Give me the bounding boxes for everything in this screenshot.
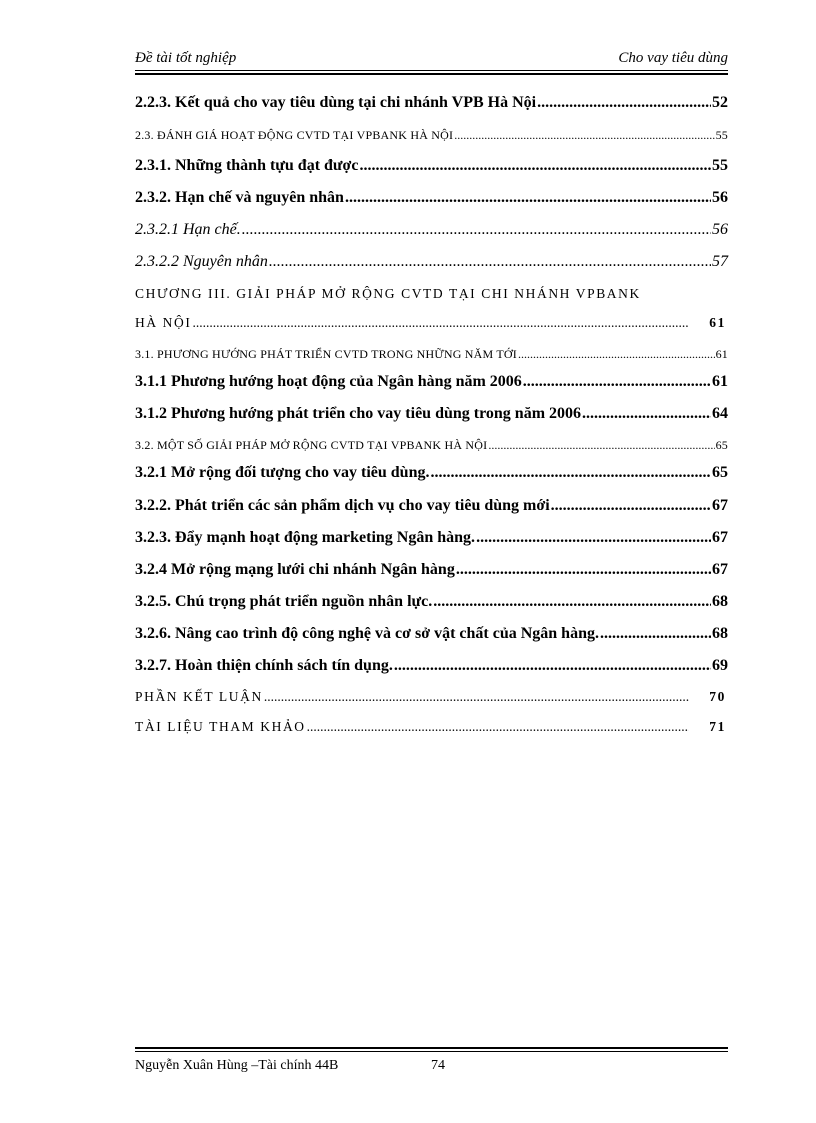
toc-entry-page: 56 <box>712 189 728 206</box>
header-thesis-label: Đề tài tốt nghiệp <box>135 50 237 66</box>
header-rule-thick <box>135 73 728 75</box>
toc-entry-page: 65 <box>715 438 728 452</box>
toc-entry-page: 61 <box>715 347 728 361</box>
toc-entry-title: 3.2.5. Chú trọng phát triển nguồn nhân lực. <box>135 593 433 610</box>
toc-entry-title: 3.2.2. Phát triển các sản phẩm dịch vụ cho vay tiêu dùng mới <box>135 497 550 514</box>
footer-page-number: 74 <box>431 1058 445 1073</box>
header-topic-label: Cho vay tiêu dùng <box>618 50 728 66</box>
toc-leader <box>264 689 689 705</box>
toc-entry-3-2-3[interactable] <box>135 529 728 547</box>
toc-entry-title: 3.2.7. Hoàn thiện chính sách tín dụng. <box>135 657 393 674</box>
toc-leader <box>454 128 714 143</box>
toc-entry-title: 3.2. MỘT SỐ GIẢI PHÁP MỞ RỘNG CVTD TẠI VPBANK HÀ NỘI <box>135 438 488 452</box>
toc-entry-2-3-1[interactable] <box>135 157 728 175</box>
toc-entry-chapter-3-line1[interactable] <box>135 286 728 302</box>
toc-leader <box>537 94 711 112</box>
toc-entry-3-2[interactable] <box>135 438 728 453</box>
toc-entry-page: 57 <box>712 253 728 270</box>
toc-entry-page: 67 <box>712 497 728 514</box>
toc-leader <box>345 189 711 207</box>
toc-entry-page: 52 <box>712 94 728 111</box>
toc-leader <box>523 373 711 391</box>
toc-entry-3-2-2[interactable] <box>135 497 728 515</box>
toc-entry-page: 67 <box>712 561 728 578</box>
toc-entry-2-3[interactable] <box>135 128 728 143</box>
toc-entry-2-2-3[interactable] <box>135 94 728 112</box>
toc-leader <box>600 625 711 643</box>
toc-entry-title: 3.2.3. Đẩy mạnh hoạt động marketing Ngân hàng. <box>135 529 476 546</box>
toc-entry-title: 2.3.2.2 Nguyên nhân <box>135 253 268 270</box>
toc-entry-2-3-2[interactable] <box>135 189 728 207</box>
toc-entry-page: 71 <box>709 719 726 734</box>
toc-entry-page: 65 <box>712 464 728 481</box>
toc-entry-conclusion[interactable] <box>135 689 728 705</box>
toc-entry-3-1-1[interactable] <box>135 373 728 391</box>
header-rule-thin <box>135 70 728 71</box>
toc-entry-3-2-1[interactable] <box>135 464 728 482</box>
footer-rule-thick <box>135 1047 728 1049</box>
toc-entry-page: 70 <box>709 689 726 704</box>
toc-entry-page: 56 <box>712 221 728 238</box>
toc-leader <box>430 464 711 482</box>
toc-entry-page: 68 <box>712 625 728 642</box>
toc-leader <box>269 253 711 271</box>
toc-leader <box>456 561 711 579</box>
toc-leader <box>192 315 689 331</box>
toc-entry-title: 2.2.3. Kết quả cho vay tiêu dùng tại chi nhánh VPB Hà Nội <box>135 94 537 111</box>
toc-entry-title: 2.3.2. Hạn chế và nguyên nhân <box>135 189 344 206</box>
toc-entry-3-2-6[interactable] <box>135 625 728 643</box>
toc-entry-title: 2.3.1. Những thành tựu đạt được <box>135 157 359 174</box>
toc-entry-title: 3.1. PHƯƠNG HƯỚNG PHÁT TRIỂN CVTD TRONG NHỮNG NĂM TỚI <box>135 347 517 361</box>
toc-entry-page: 61 <box>709 315 726 330</box>
toc-entry-title: 3.2.1 Mở rộng đối tượng cho vay tiêu dùng. <box>135 464 430 481</box>
toc-leader <box>488 438 714 453</box>
toc-entry-page: 55 <box>715 128 728 142</box>
toc-entry-3-2-5[interactable] <box>135 593 728 611</box>
toc-leader <box>360 157 712 175</box>
footer-rule-thin <box>135 1051 728 1052</box>
footer-author: Nguyễn Xuân Hùng –Tài chính 44B <box>135 1058 339 1073</box>
toc-entry-references[interactable] <box>135 719 728 735</box>
toc-entry-page: 67 <box>712 529 728 546</box>
toc-leader <box>518 347 715 362</box>
toc-entry-title: 2.3.2.1 Hạn chế. <box>135 221 241 238</box>
toc-entry-title: TÀI LIỆU THAM KHẢO <box>135 719 306 734</box>
toc-entry-3-2-7[interactable] <box>135 657 728 675</box>
toc-entry-page: 55 <box>712 157 728 174</box>
toc-entry-page: 64 <box>712 405 728 422</box>
toc-entry-title: 3.2.4 Mở rộng mạng lưới chi nhánh Ngân hàng <box>135 561 455 578</box>
toc-leader <box>242 221 711 239</box>
toc-entry-3-1[interactable] <box>135 347 728 362</box>
toc-entry-chapter-3[interactable] <box>135 315 728 331</box>
toc-entry-title: CHƯƠNG III. GIẢI PHÁP MỞ RỘNG CVTD TẠI CHI NHÁNH VPBANK <box>135 286 641 301</box>
toc-entry-title: 3.1.1 Phương hướng hoạt động của Ngân hàng năm 2006 <box>135 373 522 390</box>
toc-entry-3-1-2[interactable] <box>135 405 728 423</box>
toc-entry-title: HÀ NỘI <box>135 315 192 330</box>
toc-entry-title: PHẦN KẾT LUẬN <box>135 689 263 704</box>
page-header <box>135 48 728 70</box>
toc-entry-title: 3.2.6. Nâng cao trình độ công nghệ và cơ sở vật chất của Ngân hàng. <box>135 625 599 642</box>
toc-entry-2-3-2-1[interactable] <box>135 221 728 239</box>
toc-entry-title: 3.1.2 Phương hướng phát triển cho vay tiêu dùng trong năm 2006 <box>135 405 582 422</box>
toc-leader <box>307 719 690 735</box>
toc-entry-page: 61 <box>712 373 728 390</box>
page-footer <box>135 1058 445 1074</box>
toc-entry-2-3-2-2[interactable] <box>135 253 728 271</box>
toc-leader <box>582 405 711 423</box>
toc-entry-title: 2.3. ĐÁNH GIÁ HOẠT ĐỘNG CVTD TẠI VPBANK HÀ NỘI <box>135 128 454 142</box>
toc-leader <box>394 657 711 675</box>
toc-entry-3-2-4[interactable] <box>135 561 728 579</box>
toc-leader <box>476 529 711 547</box>
toc-leader <box>433 593 711 611</box>
toc-entry-page: 68 <box>712 593 728 610</box>
toc-entry-page: 69 <box>712 657 728 674</box>
toc-leader <box>551 497 711 515</box>
